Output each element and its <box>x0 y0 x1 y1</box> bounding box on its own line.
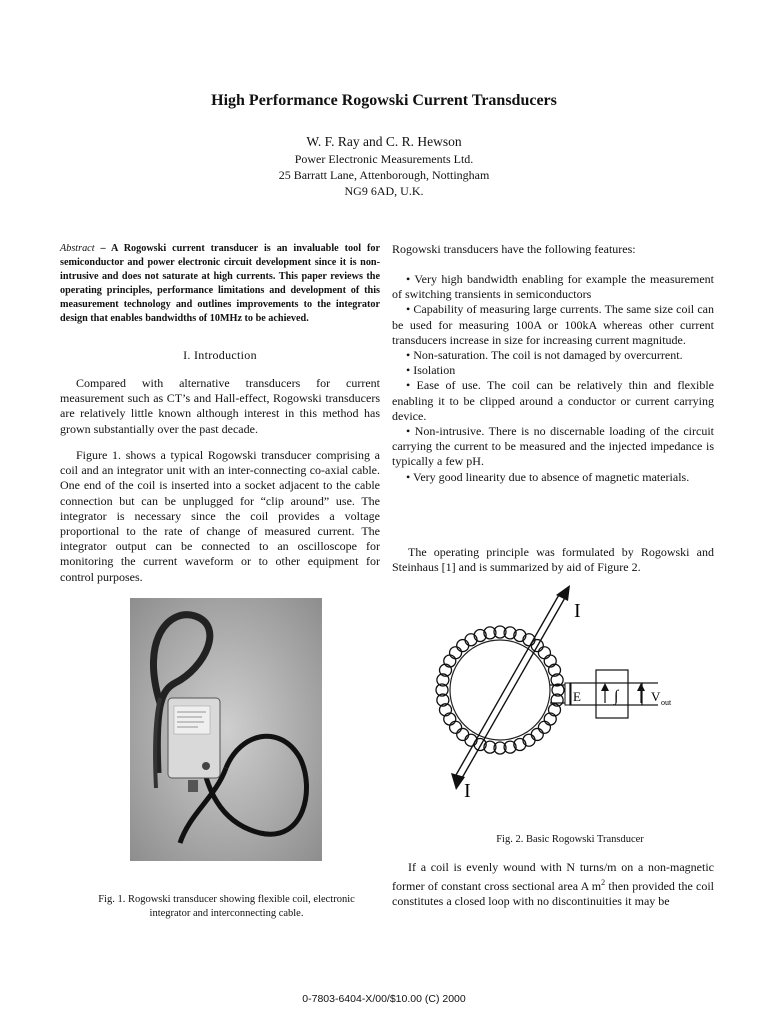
feature-item: • Capability of measuring large currents. The same size coil can be used for measuring 100A or 100kA whereas other current transducers increase in size for increasing current magnitude. <box>392 302 714 347</box>
intro-paragraph-1: Compared with alternative transducers for current measurement such as CT’s and Hall-effect, Rogowski transducers are relatively little known although interest in this method has grown substantially over the past decade. <box>60 376 380 436</box>
coil-turn <box>457 640 469 652</box>
affiliation-line-1: Power Electronic Measurements Ltd. <box>294 152 474 166</box>
feature-item: • Non-intrusive. There is no discernable loading of the circuit carrying the current to be measured and the injected impedance is typically a few pH. <box>392 424 714 469</box>
current-label-bottom: I <box>464 780 471 800</box>
abstract: Abstract – A Rogowski current transducer is an invaluable tool for semiconductor and power electronic circuit development since it is non-intrusive and does not saturate at high currents. This paper reviews the operating principles, performance limitations and development of this measurement technology and outlines improvements to the integrator design that enables bandwidths of 10MHz to be achieved. <box>60 243 380 324</box>
current-label-top: I <box>574 600 581 622</box>
coil-turn <box>450 721 462 733</box>
label-e: E <box>573 689 581 704</box>
feature-item: • Ease of use. The coil can be relatively thin and flexible enabling it to be clipped around a conductor or current carrying device. <box>392 378 714 423</box>
footer-copyright: 0-7803-6404-X/00/$10.00 (C) 2000 <box>302 993 466 1005</box>
abstract-body: A Rogowski current transducer is an invaluable tool for semiconductor and power electronic circuit development since it is non-intrusive and does not saturate at high currents. This paper reviews the operating principles, performance limitations and development of this measurement technology and outlines improvements to the integrator design that enables bandwidths of 10MHz to be achieved. <box>60 243 380 324</box>
features-list <box>392 272 714 485</box>
paper-title: High Performance Rogowski Current Transducers <box>211 92 557 109</box>
intro-paragraph-2: Figure 1. shows a typical Rogowski transducer comprising a coil and an integrator unit with an inter-connecting co-axial cable. One end of the coil is inserted into a socket adjacent to the cable connection but can be unplugged for “clip around” use. The integrator is necessary since the coil provides a voltage proportional to the rate of change of measured current. The integrator output can be connected to an oscilloscope for monitoring the current waveform or to other equipment for control purposes. <box>60 448 380 584</box>
affiliation-line-2: 25 Barratt Lane, Attenborough, Nottingham <box>278 168 490 182</box>
coil-turn <box>538 721 550 733</box>
features-intro: Rogowski transducers have the following features: <box>392 242 636 256</box>
abstract-lead: Abstract <box>60 243 95 254</box>
label-integral: ∫ <box>614 688 619 705</box>
label-vout-sub: out <box>661 698 672 707</box>
figure-2-caption: Fig. 2. Basic Rogowski Transducer <box>496 834 644 845</box>
conductor-line-a <box>456 593 560 775</box>
feature-item: • Very good linearity due to absence of magnetic materials. <box>406 469 690 484</box>
affiliation-line-3: NG9 6AD, U.K. <box>344 184 424 198</box>
coil-turn <box>538 647 550 659</box>
feature-item: • Non-saturation. The coil is not damaged by overcurrent. <box>406 348 683 363</box>
current-arrow-top <box>556 585 570 601</box>
figure-1-photo <box>130 598 322 861</box>
figure-1-caption: Fig. 1. Rogowski transducer showing flexible coil, electronic integrator and interconnecting cable. <box>98 894 355 919</box>
coil-turns <box>436 626 564 754</box>
vout-arrow-head <box>637 683 645 691</box>
figure-2-diagram <box>420 585 720 800</box>
feature-item: • Isolation <box>406 363 456 378</box>
principle-paragraph: The operating principle was formulated by Rogowski and Steinhaus [1] and is summarized by aid of Figure 2. <box>392 545 714 575</box>
coil-turn <box>531 728 543 740</box>
coil-former-inner <box>450 640 550 740</box>
section-heading-introduction: I. Introduction <box>183 348 257 362</box>
coil-turn <box>450 647 462 659</box>
integrator-box <box>596 670 628 718</box>
label-vout: V <box>651 689 661 704</box>
feature-item: • Very high bandwidth enabling for example the measurement of switching transients in semiconductors <box>392 272 714 302</box>
last-paragraph: If a coil is evenly wound with N turns/m on a non-magnetic former of constant cross sectional area A $m^2$ then provided the coil constitutes a closed loop with no discontinuities it may be <box>392 860 714 909</box>
coil-turn <box>457 728 469 740</box>
authors: W. F. Ray and C. R. Hewson <box>306 134 462 149</box>
